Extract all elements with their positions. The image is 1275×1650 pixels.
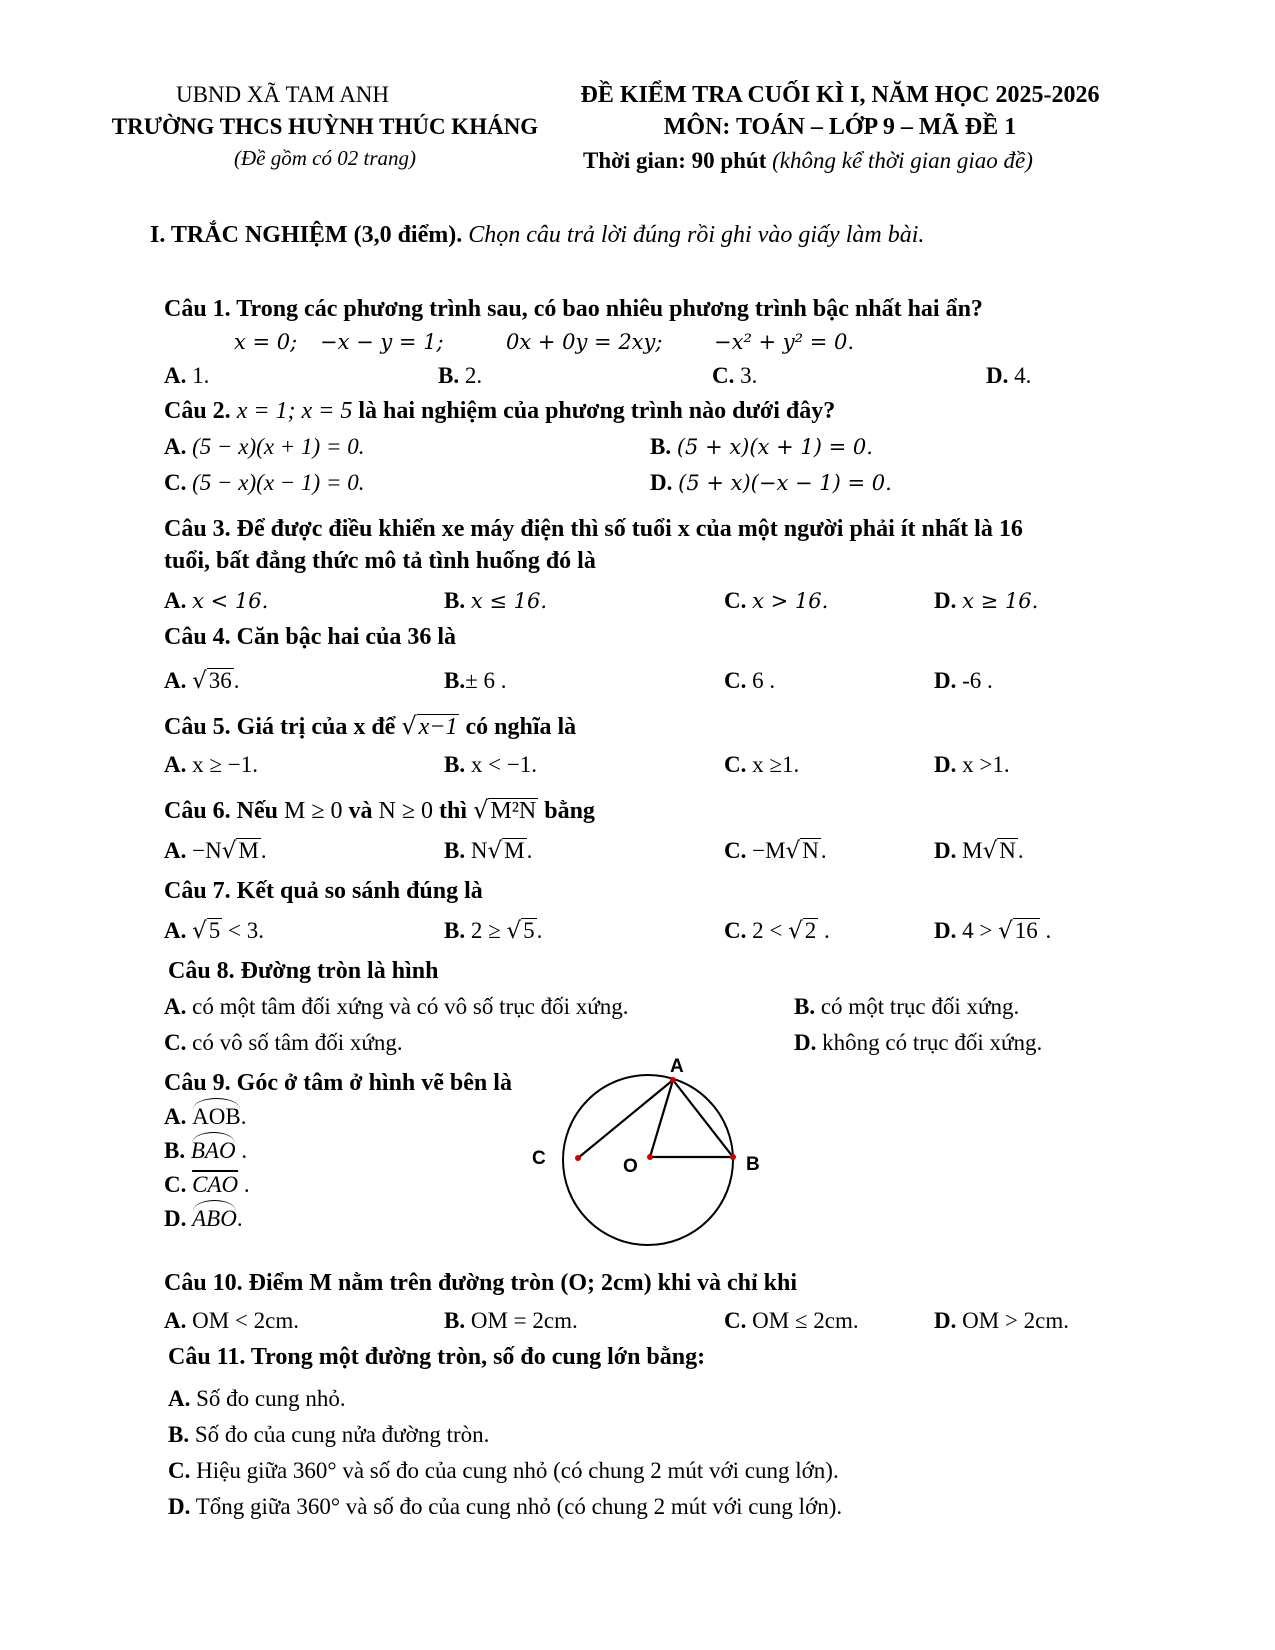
q10-option-a[interactable]: A. OM < 2cm. [164, 1308, 300, 1333]
q10-option-c[interactable]: C. OM ≤ 2cm. [724, 1308, 859, 1333]
q4-option-d[interactable]: D. -6 . [934, 668, 993, 693]
q1-eq3: 0x + 0y = 2xy; [506, 330, 663, 354]
q1-eq2: −x − y = 1; [320, 330, 444, 354]
chord-ab [673, 1080, 733, 1157]
q6-option-d[interactable]: D. M√N. [934, 838, 1024, 864]
q7-option-a[interactable]: A. √5 < 3. [164, 918, 265, 944]
exam-time: Thời gian: 90 phút (không kể thời gian giao đề) [583, 148, 1033, 173]
segment-ao [650, 1080, 673, 1157]
q9-option-c[interactable]: C. $\overline{CAO}$ . [164, 1172, 250, 1197]
q8-option-a[interactable]: A. có một tâm đối xứng và có vô số trục đối xứng. [164, 994, 629, 1019]
point-c [575, 1155, 581, 1161]
q8-option-c[interactable]: C. có vô số tâm đối xứng. [164, 1030, 403, 1055]
exam-subject: MÔN: TOÁN – LỚP 9 – MÃ ĐỀ 1 [663, 114, 1017, 140]
page-count-note: (Đề gồm có 02 trang) [234, 146, 416, 170]
q4-option-a[interactable]: A. √36. [164, 668, 240, 694]
q4-option-c[interactable]: C. 6 . [724, 668, 776, 693]
q6-option-b[interactable]: B. N√M. [444, 838, 533, 864]
label-o: O [623, 1156, 638, 1177]
q9-option-a[interactable]: A. AOB. [164, 1104, 247, 1129]
question-5: Câu 5. Giá trị của x để √x−1 có nghĩa là [164, 712, 577, 740]
q1-eq1: x = 0; [234, 330, 298, 354]
chord-ca [578, 1080, 673, 1158]
exam-title: ĐỀ KIỂM TRA CUỐI KÌ I, NĂM HỌC 2025-2026 [580, 82, 1100, 108]
question-10: Câu 10. Điểm M nằm trên đường tròn (O; 2cm) khi và chỉ khi [164, 1270, 798, 1296]
q1-option-d[interactable]: D. 4. [986, 363, 1032, 388]
q1-option-a[interactable]: A. 1. [164, 363, 210, 388]
q5-option-b[interactable]: B. x < −1. [444, 752, 538, 777]
q3-option-b[interactable]: B. x ≤ 16. [444, 588, 548, 613]
q7-option-b[interactable]: B. 2 ≥ √5. [444, 918, 543, 944]
question-4: Câu 4. Căn bậc hai của 36 là [164, 624, 457, 650]
question-3-line2: tuổi, bất đẳng thức mô tả tình huống đó là [164, 548, 596, 574]
q2-option-d[interactable]: D. (5 + x)(−x − 1) = 0. [650, 470, 892, 495]
point-b [730, 1154, 736, 1160]
question-6: Câu 6. Nếu M ≥ 0 và N ≥ 0 thì √M²N bằng [164, 796, 595, 824]
q4-option-b[interactable]: B.± 6 . [444, 668, 507, 693]
q7-option-d[interactable]: D. 4 > √16 . [934, 918, 1052, 944]
q11-option-d[interactable]: D. Tổng giữa 360° và số đo của cung nhỏ (có chung 2 mút với cung lớn). [168, 1494, 843, 1519]
label-b: B [746, 1154, 760, 1175]
label-a: A [670, 1056, 684, 1077]
school-name: TRƯỜNG THCS HUỲNH THÚC KHÁNG [111, 114, 539, 139]
question-2: Câu 2. x = 1; x = 5 là hai nghiệm của phương trình nào dưới đây? [164, 398, 836, 424]
question-11: Câu 11. Trong một đường tròn, số đo cung lớn bằng: [168, 1344, 706, 1370]
q11-option-c[interactable]: C. Hiệu giữa 360° và số đo của cung nhỏ (có chung 2 mút với cung lớn). [168, 1458, 839, 1483]
school-authority: UBND XÃ TAM ANH [175, 82, 390, 107]
q9-option-d[interactable]: D. ABO. [164, 1206, 243, 1231]
section-title: I. TRẮC NGHIỆM (3,0 điểm). Chọn câu trả lời đúng rồi ghi vào giấy làm bài. [150, 222, 925, 248]
q11-option-b[interactable]: B. Số đo của cung nửa đường tròn. [168, 1422, 490, 1447]
q11-option-a[interactable]: A. Số đo cung nhỏ. [168, 1386, 346, 1411]
question-3-line1: Câu 3. Để được điều khiển xe máy điện thì số tuổi x của một người phải ít nhất là 16 [164, 516, 1023, 542]
point-a [670, 1077, 676, 1083]
q1-option-c[interactable]: C. 3. [712, 363, 758, 388]
q2-option-a[interactable]: A. (5 − x)(x + 1) = 0. [164, 434, 365, 459]
q7-option-c[interactable]: C. 2 < √2 . [724, 918, 830, 944]
q3-option-a[interactable]: A. x < 16. [164, 588, 269, 613]
circle-figure [520, 1040, 760, 1270]
q1-eq4: −x² + y² = 0. [714, 330, 855, 354]
q3-option-d[interactable]: D. x ≥ 16. [934, 588, 1039, 613]
label-c: C [532, 1148, 546, 1169]
q10-option-d[interactable]: D. OM > 2cm. [934, 1308, 1070, 1333]
q8-option-b[interactable]: B. có một trục đối xứng. [794, 994, 1020, 1019]
q3-option-c[interactable]: C. x > 16. [724, 588, 829, 613]
q10-option-b[interactable]: B. OM = 2cm. [444, 1308, 578, 1333]
q1-option-b[interactable]: B. 2. [438, 363, 483, 388]
q2-option-c[interactable]: C. (5 − x)(x − 1) = 0. [164, 470, 365, 495]
q8-option-d[interactable]: D. không có trục đối xứng. [794, 1030, 1043, 1055]
q6-option-a[interactable]: A. −N√M. [164, 838, 267, 864]
q5-option-a[interactable]: A. x ≥ −1. [164, 752, 258, 777]
question-1: Câu 1. Trong các phương trình sau, có bao nhiêu phương trình bậc nhất hai ẩn? [164, 296, 983, 322]
question-7: Câu 7. Kết quả so sánh đúng là [164, 878, 483, 904]
q5-option-d[interactable]: D. x >1. [934, 752, 1010, 777]
q5-option-c[interactable]: C. x ≥1. [724, 752, 800, 777]
q2-option-b[interactable]: B. (5 + x)(x + 1) = 0. [650, 434, 873, 459]
q9-option-b[interactable]: B. BAO . [164, 1138, 248, 1163]
q6-option-c[interactable]: C. −M√N. [724, 838, 827, 864]
question-8: Câu 8. Đường tròn là hình [168, 958, 439, 984]
question-9: Câu 9. Góc ở tâm ở hình vẽ bên là [164, 1070, 512, 1096]
point-o [647, 1154, 653, 1160]
